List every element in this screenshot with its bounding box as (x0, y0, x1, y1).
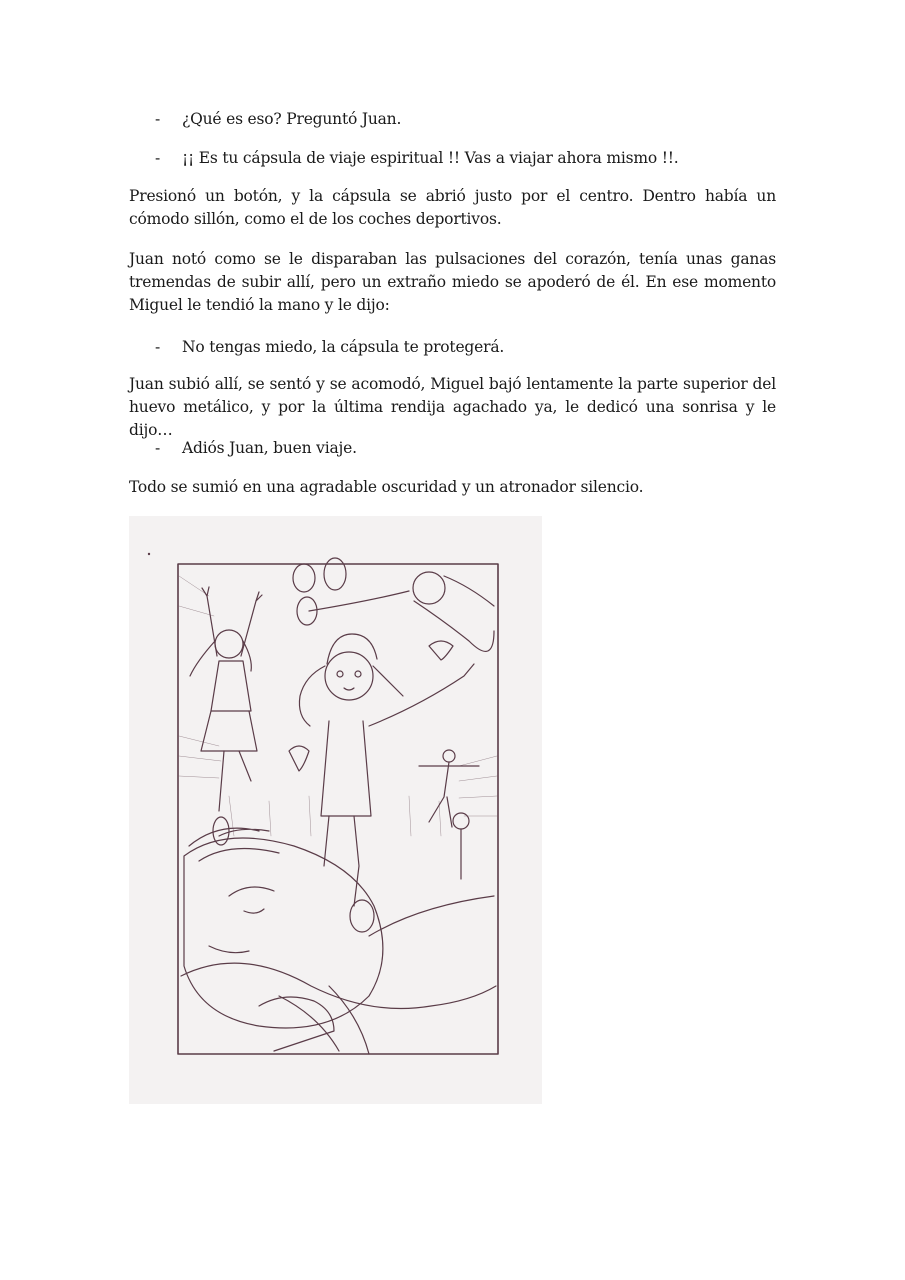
paragraph: Juan notó como se le disparaban las pulsaciones del corazón, tenía unas ganas tremendas de subir allí, pero un extraño miedo se apoderó de él. En ese momento Miguel le tendió la mano y le dijo: (129, 250, 776, 314)
dialogue-text: ¡¡ Es tu cápsula de viaje espiritual !! Vas a viajar ahora mismo !!. (182, 149, 679, 167)
dialogue-dash: - (155, 338, 161, 356)
dialogue-text: Adiós Juan, buen viaje. (182, 439, 357, 457)
paragraph: Todo se sumió en una agradable oscuridad y un atronador silencio. (129, 478, 644, 496)
dialogue-dash: - (155, 439, 161, 457)
dialogue-text: ¿Qué es eso? Preguntó Juan. (182, 110, 402, 128)
dialogue-dash: - (155, 110, 161, 128)
dialogue-dash: - (155, 149, 161, 167)
paragraph: Juan subió allí, se sentó y se acomodó, Miguel bajó lentamente la parte superior del huevo metálico, y por la última rendija agachado ya, le dedicó una sonrisa y le dijo… (129, 375, 776, 439)
sketch-drawing (129, 516, 542, 1104)
dream-illustration (129, 516, 542, 1104)
dialogue-text: No tengas miedo, la cápsula te protegerá. (182, 338, 505, 356)
paragraph: Presionó un botón, y la cápsula se abrió justo por el centro. Dentro había un cómodo sillón, como el de los coches deportivos. (129, 187, 776, 228)
